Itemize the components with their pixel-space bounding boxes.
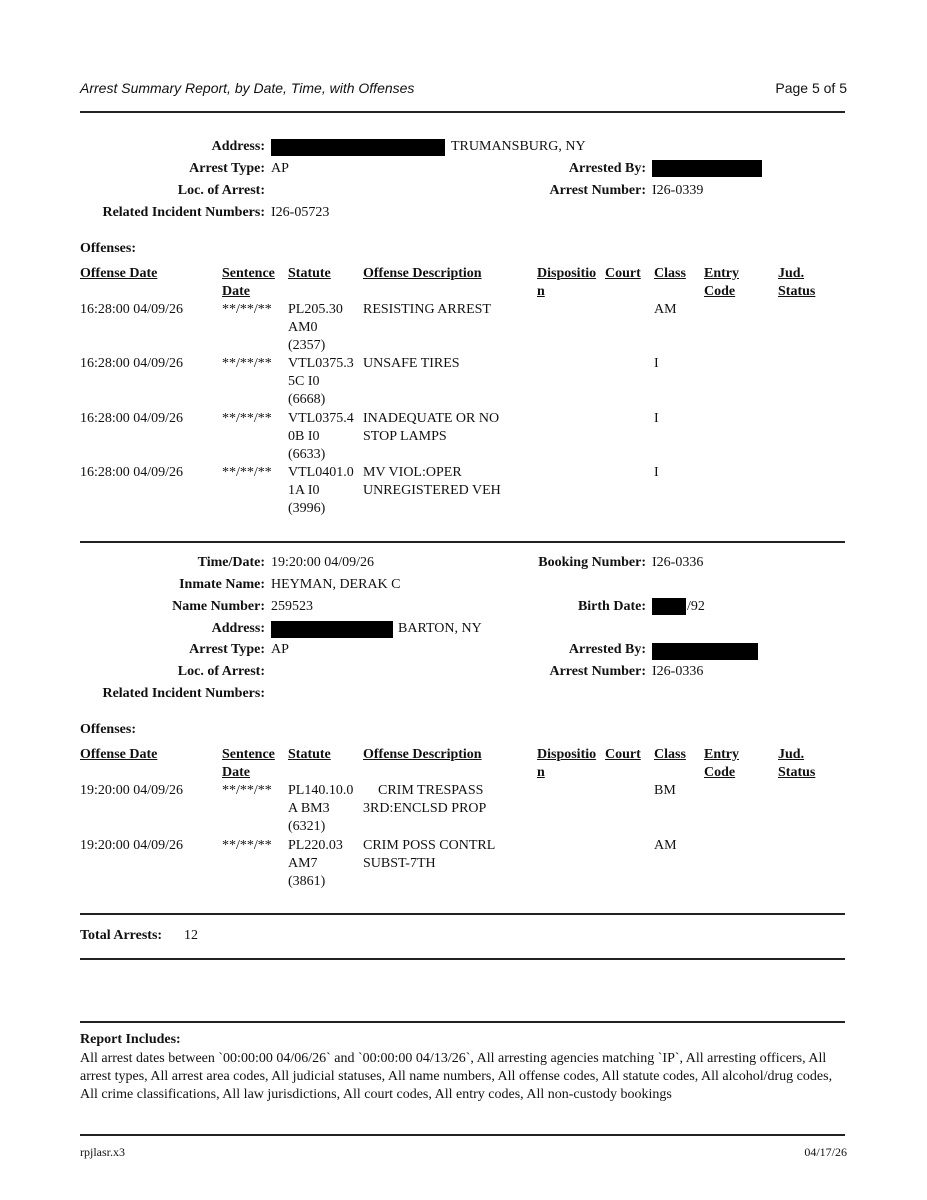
offense-class: I [654, 465, 659, 480]
col-jud: Jud. [778, 747, 805, 762]
statute-line: (3996) [288, 501, 326, 516]
col-statute: Statute [288, 747, 331, 762]
redaction-box [652, 598, 686, 615]
time-date-value: 19:20:00 04/09/26 [271, 555, 375, 570]
address-label: Address: [211, 621, 265, 636]
birth-date-label: Birth Date: [577, 599, 646, 614]
footer-rule [80, 1134, 845, 1136]
statute-line: AM7 [288, 856, 318, 871]
statute-line: (3861) [288, 874, 326, 889]
col-sentence: Sentence [222, 266, 275, 281]
offense-description: CRIM POSS CONTRL [363, 838, 496, 853]
offense-description: MV VIOL:OPER [363, 465, 462, 480]
col-entry-code: Code [704, 284, 736, 299]
record-divider [80, 541, 845, 543]
offense-class: I [654, 356, 659, 371]
arrest-number-label: Arrest Number: [549, 664, 646, 679]
redaction-box [271, 139, 445, 156]
sentence-date: **/**/** [222, 783, 272, 798]
offense-class: AM [654, 838, 677, 853]
offense-description: RESISTING ARREST [363, 302, 491, 317]
statute-line: VTL0375.4 [288, 411, 354, 426]
statute-line: A BM3 [288, 801, 330, 816]
statute-line: (6633) [288, 447, 326, 462]
booking-number-value: I26-0336 [652, 555, 704, 570]
name-number-value: 259523 [271, 599, 313, 614]
sentence-date: **/**/** [222, 838, 272, 853]
offenses-heading: Offenses: [80, 241, 136, 256]
report-includes-label: Report Includes: [80, 1032, 181, 1047]
col-jud-status: Status [778, 765, 816, 780]
arrest-type-label: Arrest Type: [189, 642, 265, 657]
arrest-number-value: I26-0336 [652, 664, 704, 679]
arrested-by-label: Arrested By: [568, 161, 646, 176]
arrest-number-label: Arrest Number: [549, 183, 646, 198]
statute-line: VTL0375.3 [288, 356, 354, 371]
statute-line: 5C I0 [288, 374, 320, 389]
statute-line: PL140.10.0 [288, 783, 354, 798]
redaction-box [652, 643, 758, 660]
includes-rule [80, 1021, 845, 1023]
offense-description: UNREGISTERED VEH [363, 483, 501, 498]
page-number: Page 5 of 5 [775, 80, 847, 96]
statute-line: (6668) [288, 392, 326, 407]
col-entry-code: Code [704, 765, 736, 780]
statute-line: PL220.03 [288, 838, 343, 853]
offense-description: CRIM TRESPASS [378, 783, 484, 798]
statute-line: 0B I0 [288, 429, 320, 444]
col-court: Court [605, 266, 641, 281]
offense-description: INADEQUATE OR NO [363, 411, 500, 426]
col-offense-description: Offense Description [363, 747, 482, 762]
sentence-date: **/**/** [222, 302, 272, 317]
name-number-label: Name Number: [172, 599, 265, 614]
col-jud: Jud. [778, 266, 805, 281]
col-jud-status: Status [778, 284, 816, 299]
loc-of-arrest-label: Loc. of Arrest: [177, 664, 265, 679]
statute-line: (2357) [288, 338, 326, 353]
redaction-box [652, 160, 762, 177]
address-label: Address: [211, 139, 265, 154]
col-offense-description: Offense Description [363, 266, 482, 281]
address-city: TRUMANSBURG, NY [451, 139, 586, 154]
sentence-date: **/**/** [222, 465, 272, 480]
col-statute: Statute [288, 266, 331, 281]
col-sentence-date: Date [222, 765, 250, 780]
offense-description: STOP LAMPS [363, 429, 447, 444]
total-rule-top [80, 913, 845, 915]
col-class: Class [654, 747, 686, 762]
total-arrests-label: Total Arrests: [80, 928, 163, 943]
offense-class: BM [654, 783, 676, 798]
arrest-type-value: AP [271, 161, 289, 176]
arrest-type-label: Arrest Type: [189, 161, 265, 176]
time-date-label: Time/Date: [197, 555, 265, 570]
col-disposition: Dispositio [537, 747, 597, 762]
offense-class: AM [654, 302, 677, 317]
col-sentence-date: Date [222, 284, 250, 299]
booking-number-label: Booking Number: [538, 555, 646, 570]
offenses-heading: Offenses: [80, 722, 136, 737]
footer-report-code: rpjlasr.x3 [80, 1145, 125, 1159]
offense-description: 3RD:ENCLSD PROP [363, 801, 487, 816]
statute-line: (6321) [288, 819, 326, 834]
col-entry: Entry [704, 747, 739, 762]
report-title: Arrest Summary Report, by Date, Time, with Offenses [80, 80, 415, 96]
statute-line: VTL0401.0 [288, 465, 354, 480]
col-entry: Entry [704, 266, 739, 281]
col-offense-date: Offense Date [80, 747, 158, 762]
related-incidents-value: I26-05723 [271, 205, 330, 220]
offense-description: UNSAFE TIRES [363, 356, 460, 371]
address-city: BARTON, NY [398, 621, 482, 636]
sentence-date: **/**/** [222, 411, 272, 426]
offense-date: 19:20:00 04/09/26 [80, 838, 184, 853]
report-includes-text: All arrest dates between `00:00:00 04/06/26` and `00:00:00 04/13/26`, All arresting agencies matching `IP`, All arresting officers, All arrest types, All arrest area codes, All judicial statuses, All name numbers, All offense codes, All statute codes, All alcohol/drug codes, All crime classifications, All law jurisdictions, All court codes, All entry codes, All non-custody bookings [80, 1051, 833, 1102]
statute-line: PL205.30 [288, 302, 343, 317]
related-incidents-label: Related Incident Numbers: [102, 686, 265, 701]
birth-date-value: /92 [687, 599, 705, 614]
header-rule [80, 111, 845, 113]
footer-print-date: 04/17/26 [804, 1145, 847, 1159]
inmate-name-label: Inmate Name: [179, 577, 265, 592]
statute-line: AM0 [288, 320, 318, 335]
related-incidents-label: Related Incident Numbers: [102, 205, 265, 220]
total-arrests-value: 12 [184, 928, 198, 943]
loc-of-arrest-label: Loc. of Arrest: [177, 183, 265, 198]
sentence-date: **/**/** [222, 356, 272, 371]
statute-line: 1A I0 [288, 483, 320, 498]
col-disposition-n: n [537, 284, 545, 299]
arrest-type-value: AP [271, 642, 289, 657]
col-offense-date: Offense Date [80, 266, 158, 281]
arrested-by-label: Arrested By: [568, 642, 646, 657]
arrest-number-value: I26-0339 [652, 183, 704, 198]
col-disposition-n: n [537, 765, 545, 780]
col-sentence: Sentence [222, 747, 275, 762]
inmate-name-value: HEYMAN, DERAK C [271, 577, 401, 592]
offense-date: 16:28:00 04/09/26 [80, 411, 184, 426]
offense-date: 19:20:00 04/09/26 [80, 783, 184, 798]
total-rule-bottom [80, 958, 845, 960]
col-disposition: Dispositio [537, 266, 597, 281]
offense-class: I [654, 411, 659, 426]
offense-date: 16:28:00 04/09/26 [80, 465, 184, 480]
redaction-box [271, 621, 393, 638]
col-court: Court [605, 747, 641, 762]
offense-date: 16:28:00 04/09/26 [80, 302, 184, 317]
offense-description: SUBST-7TH [363, 856, 436, 871]
col-class: Class [654, 266, 686, 281]
offense-date: 16:28:00 04/09/26 [80, 356, 184, 371]
